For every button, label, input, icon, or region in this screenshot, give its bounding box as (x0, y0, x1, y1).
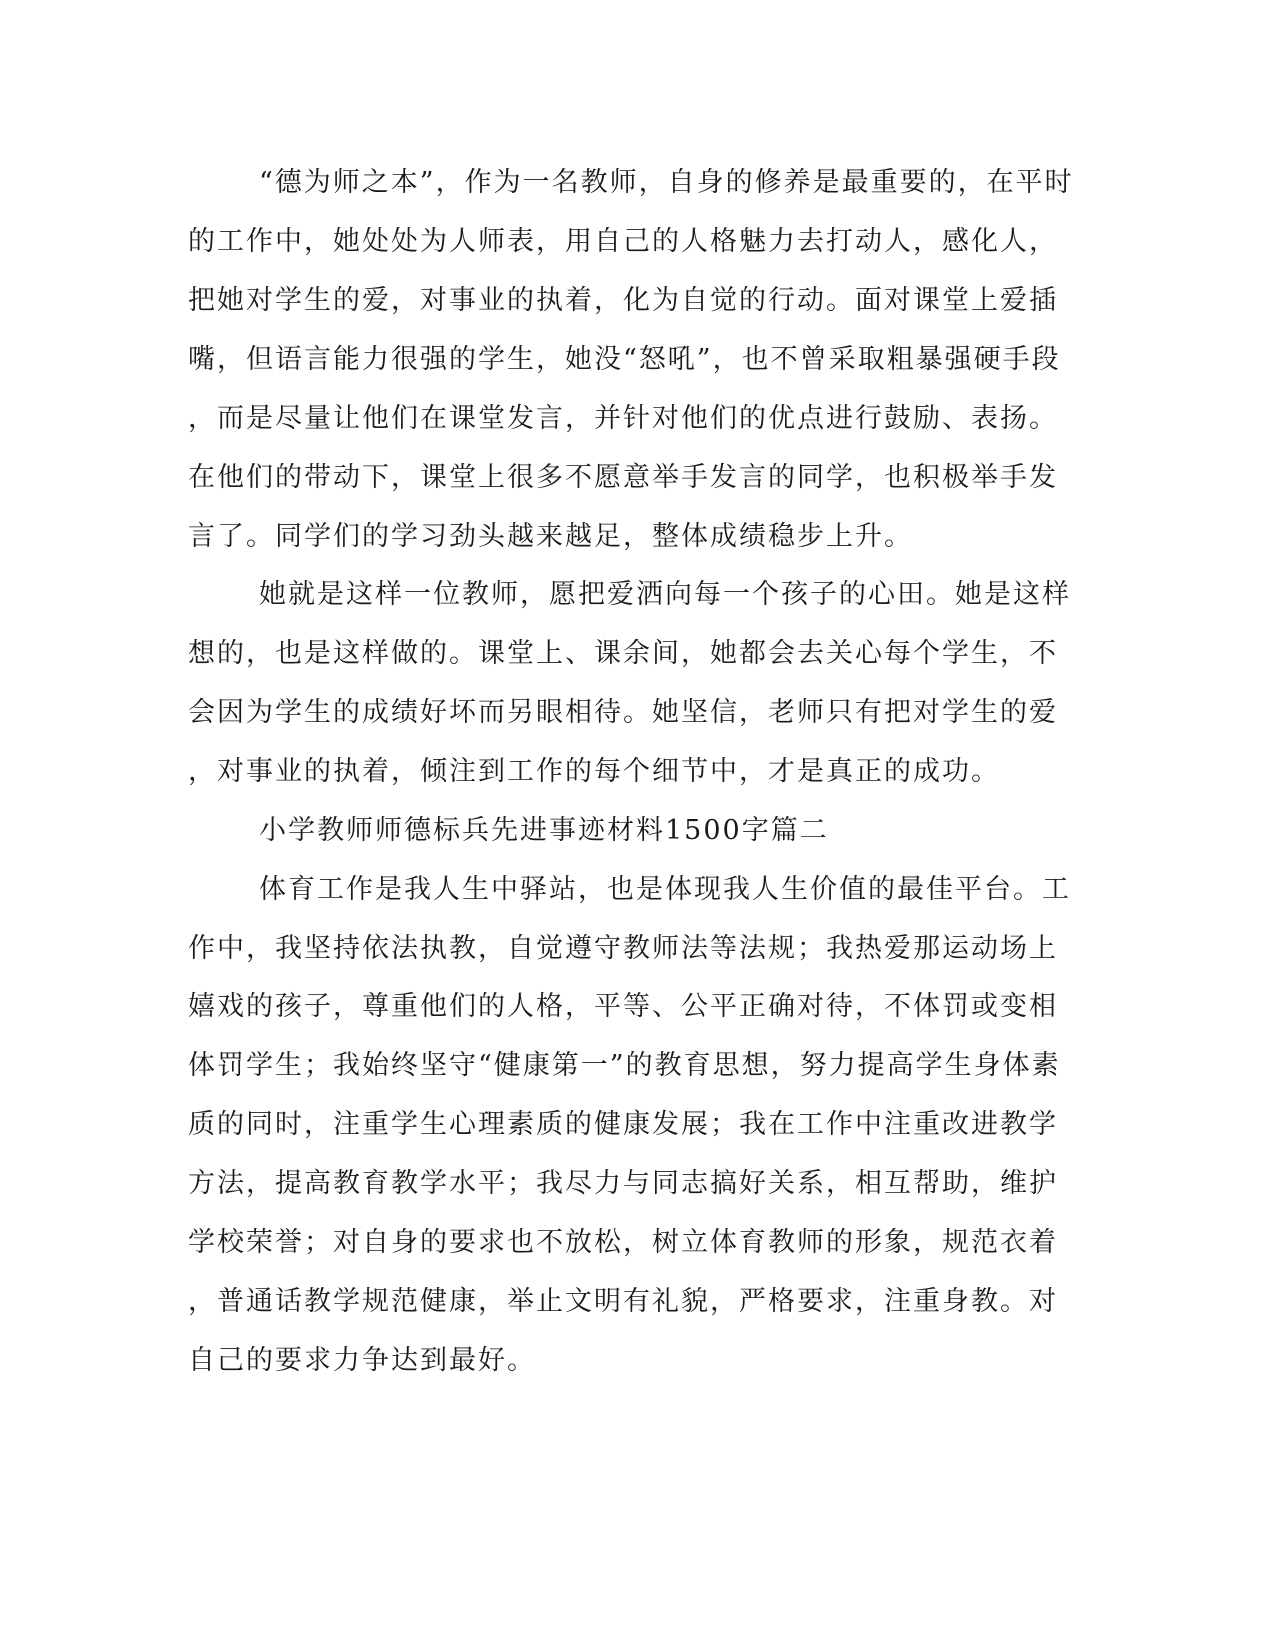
paragraph-2-line-3: 会因为学生的成绩好坏而另眼相待。她坚信，老师只有把对学生的爱 (188, 697, 1058, 728)
paragraph-3-line-7: 学校荣誉；对自身的要求也不放松，树立体育教师的形象，规范衣着 (188, 1227, 1058, 1258)
paragraph-3-line-2: 作中，我坚持依法执教，自觉遵守教师法等法规；我热爱那运动场上 (188, 933, 1058, 964)
paragraph-1-line-3: 把她对学生的爱，对事业的执着，化为自觉的行动。面对课堂上爱插 (188, 285, 1058, 316)
paragraph-3-line-9: 自己的要求力争达到最好。 (188, 1345, 536, 1376)
paragraph-3-line-5: 质的同时，注重学生心理素质的健康发展；我在工作中注重改进教学 (188, 1109, 1058, 1140)
paragraph-1-line-2: 的工作中，她处处为人师表，用自己的人格魅力去打动人，感化人， (188, 226, 1058, 257)
section-heading: 小学教师师德标兵先进事迹材料1500字篇二 (259, 815, 829, 846)
paragraph-1-line-6: 在他们的带动下，课堂上很多不愿意举手发言的同学，也积极举手发 (188, 462, 1058, 493)
paragraph-1-line-4: 嘴，但语言能力很强的学生，她没“怒吼”，也不曾采取粗暴强硬手段 (188, 344, 1061, 375)
paragraph-2-line-1: 她就是这样一位教师，愿把爱洒向每一个孩子的心田。她是这样 (259, 579, 1071, 610)
paragraph-2-line-4: ，对事业的执着，倾注到工作的每个细节中，才是真正的成功。 (188, 756, 1000, 787)
paragraph-3-line-3: 嬉戏的孩子，尊重他们的人格，平等、公平正确对待，不体罚或变相 (188, 991, 1058, 1022)
paragraph-3-line-4: 体罚学生；我始终坚守“健康第一”的教育思想，努力提高学生身体素 (188, 1050, 1061, 1081)
paragraph-3-line-1: 体育工作是我人生中驿站，也是体现我人生价值的最佳平台。工 (259, 874, 1071, 905)
paragraph-1-line-1: “德为师之本”，作为一名教师，自身的修养是最重要的，在平时 (259, 167, 1074, 198)
paragraph-1-line-5: ，而是尽量让他们在课堂发言，并针对他们的优点进行鼓励、表扬。 (188, 403, 1058, 434)
paragraph-3-line-8: ，普通话教学规范健康，举止文明有礼貌，严格要求，注重身教。对 (188, 1286, 1058, 1317)
paragraph-2-line-2: 想的，也是这样做的。课堂上、课余间，她都会去关心每个学生，不 (188, 638, 1058, 669)
paragraph-3-line-6: 方法，提高教育教学水平；我尽力与同志搞好关系，相互帮助，维护 (188, 1168, 1058, 1199)
paragraph-1-line-7: 言了。同学们的学习劲头越来越足，整体成绩稳步上升。 (188, 521, 913, 552)
